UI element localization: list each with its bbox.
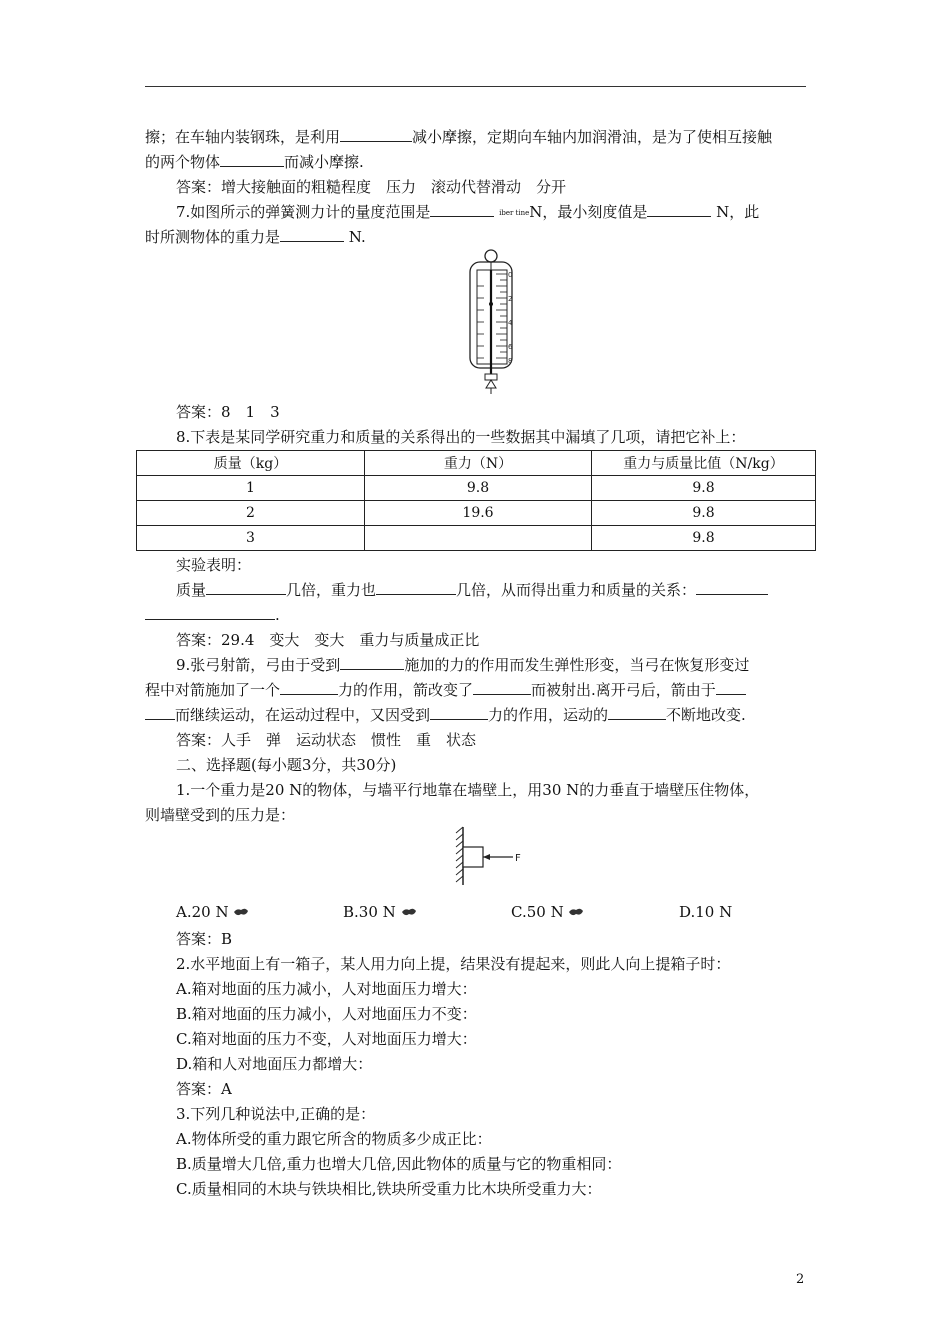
option-d[interactable]: D.10 N	[679, 903, 733, 921]
scale-label: 2	[508, 295, 513, 303]
q6-line2	[145, 151, 364, 173]
text: 的两个物体	[145, 153, 221, 171]
text: 而被射出.离开弓后，箭由于	[531, 681, 716, 699]
text: 时所测物体的重力是	[145, 228, 281, 246]
answer-6: 答案：增大接触面的粗糙程度 压力 滚动代替滑动 分开	[176, 178, 567, 196]
q7-line2	[145, 226, 366, 248]
scale-label: 8	[508, 357, 513, 365]
text: N，最小刻度值是	[529, 203, 648, 221]
option-text: B.30 N	[343, 903, 396, 921]
blank	[376, 580, 456, 595]
scale-label: 0	[508, 271, 513, 279]
blank	[280, 227, 344, 242]
page-number: 2	[796, 1272, 805, 1287]
scale-label: 6	[508, 343, 513, 351]
garbled-glyph: iber tine	[499, 208, 530, 217]
choice2-c[interactable]: C.箱对地面的压力不变，人对地面压力增大：	[176, 1030, 477, 1048]
text: 擦；在车轴内装钢珠，是利用	[145, 128, 341, 146]
option-text: A.20 N	[176, 903, 229, 921]
text: 7.如图所示的弹簧测力计的量度范围是	[176, 203, 431, 221]
choice3-a[interactable]: A.物体所受的重力跟它所含的物质多少成正比：	[176, 1130, 492, 1148]
option-text: C.50 N	[511, 903, 564, 921]
q8-result-line2	[145, 604, 280, 626]
data-table	[136, 450, 816, 551]
table-header: 重力与质量比值（N/kg）	[592, 451, 816, 476]
blank	[608, 705, 666, 720]
choice2-a[interactable]: A.箱对地面的压力减小，人对地面压力增大：	[176, 980, 477, 998]
header-rule	[145, 86, 806, 87]
ink-blot-icon	[568, 907, 584, 917]
text: 不断地改变.	[666, 706, 746, 724]
choice2-d[interactable]: D.箱和人对地面压力都增大：	[176, 1055, 373, 1073]
text: 施加的力的作用而发生弹性形变，当弓在恢复形变过	[404, 656, 750, 674]
choice2-b[interactable]: B.箱对地面的压力减小，人对地面压力不变：	[176, 1005, 477, 1023]
section-heading: 二、选择题(每小题3分，共30分)	[176, 756, 397, 774]
q8-text: 8.下表是某同学研究重力和质量的关系得出的一些数据其中漏填了几项，请把它补上：	[176, 428, 746, 446]
choice2-stem: 2.水平地面上有一箱子，某人用力向上提，结果没有提起来，则此人向上提箱子时：	[176, 955, 731, 973]
table-header: 质量（kg）	[137, 451, 365, 476]
answer-8: 答案：29.4 变大 变大 重力与质量成正比	[176, 631, 480, 649]
text: 而减小摩擦.	[284, 153, 364, 171]
text: 质量	[176, 581, 207, 599]
table-row	[137, 501, 816, 526]
text: 几倍，从而得出重力和质量的关系：	[456, 581, 697, 599]
blank	[696, 580, 768, 595]
q9-line1	[176, 654, 749, 676]
q7-line1	[176, 201, 759, 223]
text: 减小摩擦，定期向车轴内加润滑油，是为了使相互接触	[412, 128, 773, 146]
blank	[340, 127, 412, 142]
text: 程中对箭施加了一个	[145, 681, 281, 699]
scale-label: 4	[508, 319, 513, 327]
blank	[430, 705, 488, 720]
table-cell: 9.8	[592, 501, 816, 526]
spring-scale-figure	[466, 246, 516, 396]
force-label: F	[515, 853, 521, 864]
blank	[430, 202, 494, 217]
option-b[interactable]	[343, 903, 417, 921]
answer-7: 答案：8 1 3	[176, 403, 280, 421]
table-header-row	[137, 451, 816, 476]
text: 力的作用，运动的	[488, 706, 609, 724]
table-cell: 2	[137, 501, 365, 526]
q9-line3	[145, 704, 746, 726]
table-row	[137, 526, 816, 551]
option-c[interactable]	[511, 903, 584, 921]
blank	[206, 580, 286, 595]
ink-blot-icon	[233, 907, 249, 917]
table-header: 重力（N）	[365, 451, 592, 476]
blank	[647, 202, 711, 217]
blank	[220, 152, 284, 167]
answer-c2: 答案：A	[176, 1080, 232, 1098]
table-cell: 9.8	[365, 476, 592, 501]
blank	[473, 680, 531, 695]
table-row	[137, 476, 816, 501]
wall-force-figure	[455, 825, 535, 887]
table-cell: 1	[137, 476, 365, 501]
choice3-stem: 3.下列几种说法中,正确的是：	[176, 1105, 376, 1123]
choice3-c[interactable]: C.质量相同的木块与铁块相比,铁块所受重力比木块所受重力大：	[176, 1180, 602, 1198]
ink-blot-icon	[401, 907, 417, 917]
q9-line2	[145, 679, 746, 701]
answer-c1: 答案：B	[176, 930, 233, 948]
text: 而继续运动，在运动过程中，又因受到	[175, 706, 431, 724]
blank	[145, 605, 275, 620]
choice3-b[interactable]: B.质量增大几倍,重力也增大几倍,因此物体的质量与它的物重相同：	[176, 1155, 622, 1173]
text: N.	[348, 228, 366, 246]
text: .	[275, 606, 280, 624]
blank	[145, 705, 175, 720]
q8-result-label: 实验表明：	[176, 556, 252, 574]
table-cell: 9.8	[592, 476, 816, 501]
text: 力的作用，箭改变了	[338, 681, 474, 699]
table-cell: 3	[137, 526, 365, 551]
q8-result-line1	[176, 579, 768, 601]
table-cell: 19.6	[365, 501, 592, 526]
blank	[716, 680, 746, 695]
option-a[interactable]	[176, 903, 249, 921]
blank	[340, 655, 404, 670]
text: 几倍，重力也	[286, 581, 377, 599]
table-cell	[365, 526, 592, 551]
blank	[280, 680, 338, 695]
choice1-line2: 则墙壁受到的压力是：	[145, 806, 296, 824]
text: 9.张弓射箭，弓由于受到	[176, 656, 341, 674]
table-cell: 9.8	[592, 526, 816, 551]
answer-9: 答案：人手 弹 运动状态 惯性 重 状态	[176, 731, 477, 749]
text: N，此	[716, 203, 760, 221]
choice1-line1: 1.一个重力是20 N的物体，与墙平行地靠在墙壁上，用30 N的力垂直于墙壁压住物体，	[176, 781, 760, 799]
q6-line1	[145, 126, 772, 148]
